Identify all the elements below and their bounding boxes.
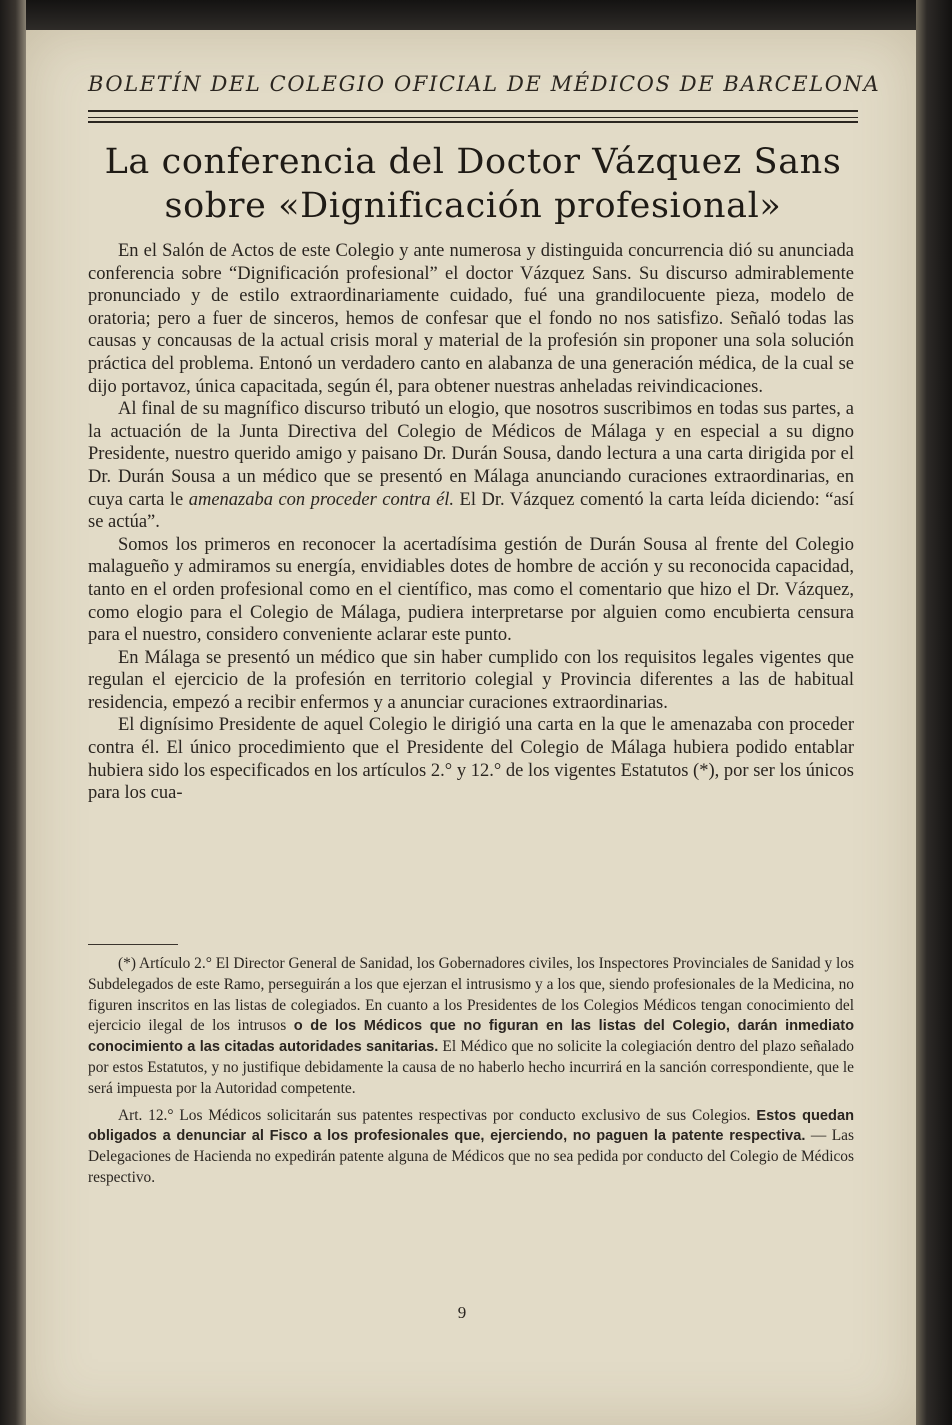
footnote-article-2-tail: El Médico que no solicite la colegiación dentro del plazo señalado por estos Estatutos, y no justifique debidamente la causa de no haberlo hecho incurrirá en la sanción correspondiente, que le será impuesta por la Autoridad competente.: [88, 1038, 854, 1097]
footnote-article-12-text: Art. 12.° Los Médicos solicitarán sus patentes respectivas por conducto exclusivo de sus Colegios.: [118, 1106, 751, 1124]
paragraph-2-tail: El Dr. Vázquez comentó la carta leída diciendo: “así se actúa”.: [88, 489, 854, 533]
running-header: BOLETÍN DEL COLEGIO OFICIAL DE MÉDICOS DE BARCELONA: [88, 72, 881, 96]
paragraph-2: [88, 398, 854, 534]
scan-top-edge: [0, 0, 952, 30]
page-number: 9: [457, 1303, 467, 1322]
footnote-article-12-tail: — Las Delegaciones de Hacienda no expedirán patente alguna de Médicos que no sea pedida por conducto del Colegio de Médicos respectivo.: [88, 1127, 854, 1186]
footnote-article-2: [88, 954, 854, 1100]
header-rule-bottom: [88, 121, 858, 123]
paragraph-1: En el Salón de Actos de este Colegio y ante numerosa y distinguida concurrencia dió su anunciada conferencia sobre “Dignificación profesional” el doctor Vázquez Sans. Su discurso admirablemente pronunciado y de estilo extraordinariamente cuidado, fué una grandilocuente pieza, modelo de oratoria; pero a fuer de sinceros, hemos de confesar que el fondo no nos satisfizo. Señaló todas las causas y concausas de la actual crisis moral y material de la profesión sin proponer una sola solución práctica del problema. Entonó un verdadero canto en alabanza de una generación médica, de la cual se dijo portavoz, única capacitada, según él, para obtener nuestras anheladas reivindicaciones.: [88, 241, 854, 397]
header-rule-top: [88, 110, 858, 112]
footnote-article-12-bold: Estos quedan obligados a denunciar al Fisco a los profesionales que, ejerciendo, no paguen la patente respectiva.: [88, 1107, 854, 1145]
footnote-article-12: [88, 1106, 854, 1189]
scan-left-edge: [0, 0, 26, 1425]
paragraph-5: El dignísimo Presidente de aquel Colegio le dirigió una carta en la que le amenazaba con proceder contra él. El único procedimiento que el Presidente del Colegio de Málaga hubiera podido entablar hubiera sido los especificados en los artículos 2.° y 12.° de los vigentes Estatutos (*), por ser los únicos para los cua-: [88, 715, 854, 804]
footnote-article-2-bold: o de los Médicos que no figuran en las listas del Colegio, darán inmediato conocimiento a las citadas autoridades sanitarias.: [88, 1018, 854, 1056]
paragraph-2-text: Al final de su magnífico discurso tributó un elogio, que nosotros suscribimos en todas sus partes, a la actuación de la Junta Directiva del Colegio de Médicos de Málaga y en especial a su digno Presidente, nuestro querido amigo y paisano Dr. Durán Sousa, dando lectura a una carta dirigida por el Dr. Durán Sousa a un médico que se presentó en Málaga anunciando curaciones extraordinarias, en cuya carta le: [88, 399, 854, 510]
paragraph-3: Somos los primeros en reconocer la acertadísima gestión de Durán Sousa al frente del Colegio malagueño y admiramos su energía, envidiables dotes de hombre de acción y su reconocida capacidad, tanto en el orden profesional como en el científico, mas como el comentario que hizo el Dr. Vázquez, como elogio para el Colegio de Málaga, pudiera interpretarse por alguien como encubierta censura para el nuestro, considero conveniente aclarar este punto.: [88, 534, 854, 646]
paragraph-2-italic: amenazaba con proceder contra él.: [188, 489, 455, 510]
paragraph-4: En Málaga se presentó un médico que sin haber cumplido con los requisitos legales vigentes que regulan el ejercicio de la profesión en territorio colegial y Provincia diferentes a las de habitual residencia, empezó a recibir enfermos y a anunciar curaciones extraordinarias.: [88, 647, 854, 713]
footnote-rule: [88, 944, 178, 945]
article-body: [88, 240, 854, 805]
article-title-line-2: sobre «Dignificación profesional»: [164, 186, 782, 226]
footnote-article-2-text: (*) Artículo 2.° El Director General de Sanidad, los Gobernadores civiles, los Inspectores Provinciales de Sanidad y los Subdelegados de este Ramo, perseguirán a los que ejerzan el intrusismo y a los que, siendo profesionales de la Medicina, no figuren inscritos en las listas de colegiados. En cuanto a los Presidentes de los Colegios Médicos tengan conocimiento del ejercicio ilegal de los intrusos: [88, 955, 854, 1035]
article-title: [88, 140, 858, 228]
scan-right-edge: [916, 0, 952, 1425]
footnotes: [88, 954, 854, 1189]
article-title-line-1: La conferencia del Doctor Vázquez Sans: [104, 142, 842, 182]
header-rule-middle: [88, 117, 858, 118]
